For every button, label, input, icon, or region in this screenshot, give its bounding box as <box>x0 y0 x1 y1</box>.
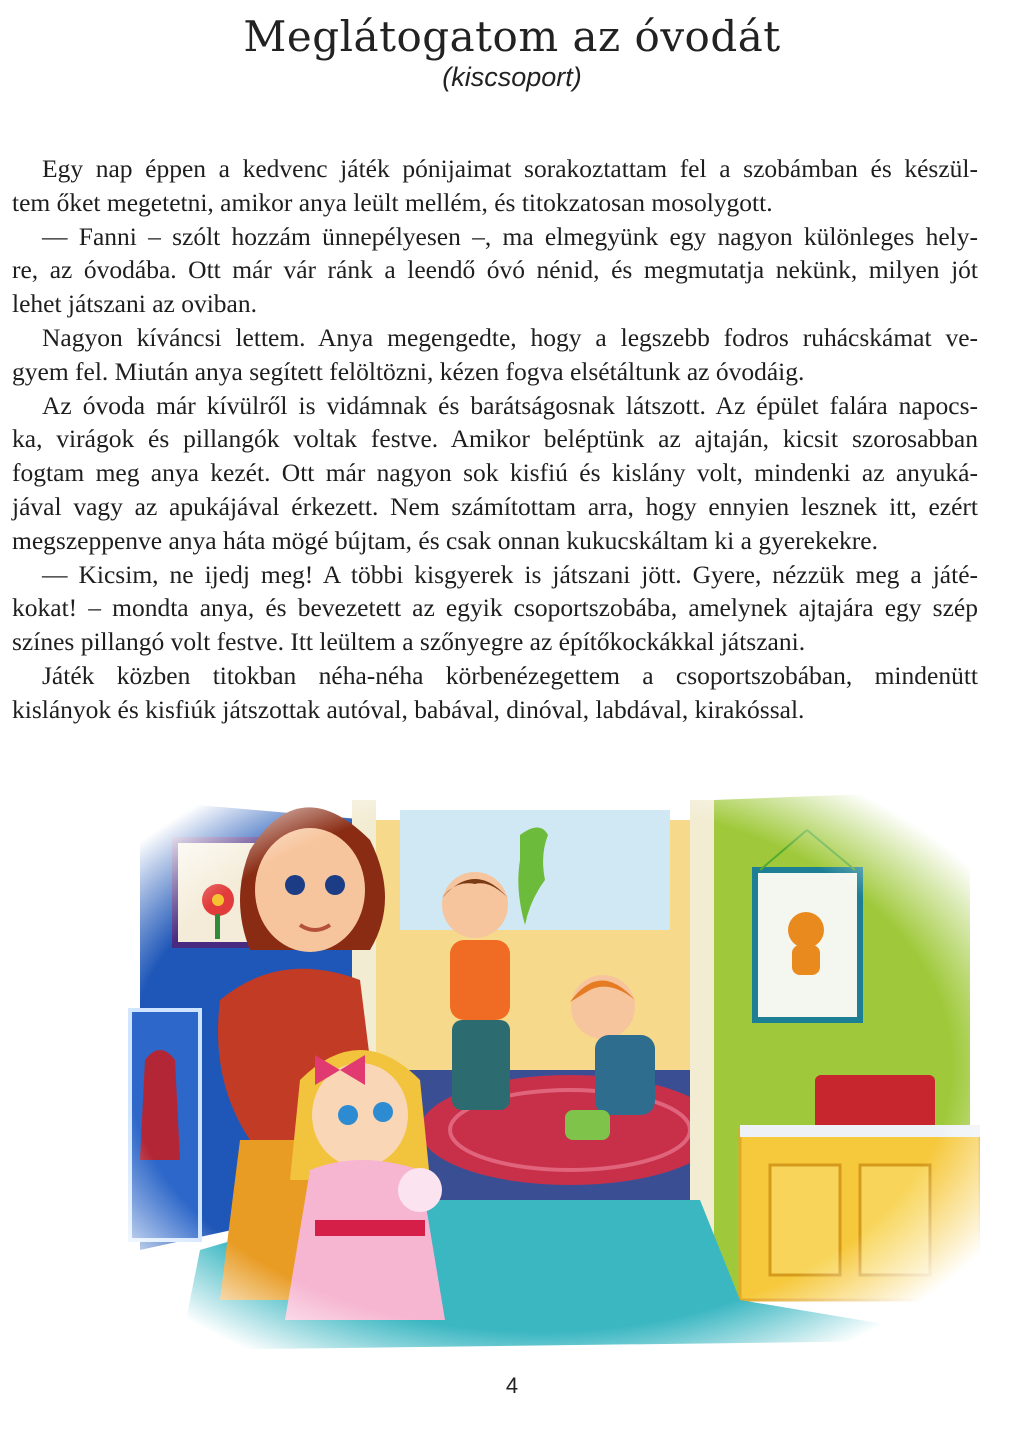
story-text <box>12 152 978 727</box>
story-line: jával vagy az apukájával érkezett. Nem számítottam arra, hogy ennyien lesznek itt, ezért <box>12 491 978 521</box>
page-title: Meglátogatom az óvodát <box>243 12 781 61</box>
story-line: — Kicsim, ne ijedj meg! A többi kisgyerek is játszani jött. Gyere, nézzük meg a játé- <box>42 559 978 589</box>
story-line: — Fanni – szólt hozzám ünnepélyesen –, ma elmegyünk egy nagyon különleges hely- <box>42 221 978 251</box>
page-subtitle: (kiscsoport) <box>442 62 582 92</box>
story-line: lehet játszani az oviban. <box>12 289 257 319</box>
kindergarten-illustration <box>100 780 980 1350</box>
story-line: re, az óvodába. Ott már vár ránk a leendő óvó nénid, és megmutatja nekünk, milyen jót <box>12 255 978 285</box>
story-line: Egy nap éppen a kedvenc játék pónijaimat sorakoztattam fel a szobámban és készül- <box>42 154 978 183</box>
story-line: megszeppenve anya háta mögé bújtam, és csak onnan kukucskáltam ki a gyerekekre. <box>12 525 878 555</box>
story-line: Nagyon kíváncsi lettem. Anya megengedte, hogy a legszebb fodros ruhácskámat ve- <box>42 322 978 352</box>
story-line: gyem fel. Miután anya segített felöltözni, kézen fogva elsétáltunk az óvodáig. <box>12 356 805 386</box>
page-number: 4 <box>505 1373 519 1398</box>
story-line: ka, virágok és pillangók voltak festve. Amikor beléptünk az ajtaján, kicsit szorosabban <box>12 424 978 454</box>
story-line: színes pillangó volt festve. Itt leültem a szőnyegre az építőkockákkal játszani. <box>12 627 806 657</box>
story-line: Játék közben titokban néha-néha körbenézegettem a csoportszobában, mindenütt <box>42 660 978 690</box>
story-line: fogtam meg anya kezét. Ott már nagyon sok kisfiú és kislány volt, mindenki az anyuká- <box>12 458 978 488</box>
story-line: tem őket megetetni, amikor anya leült mellém, és titokzatosan mosolygott. <box>12 187 773 217</box>
story-line: kokat! – mondta anya, és bevezetett az egyik csoportszobába, amelynek ajtajára egy szép <box>12 593 978 623</box>
story-line: Az óvoda már kívülről is vidámnak és barátságosnak látszott. Az épület falára napocs- <box>42 390 978 420</box>
story-line: kislányok és kisfiúk játszottak autóval, babával, dinóval, labdával, kirakóssal. <box>12 694 805 724</box>
